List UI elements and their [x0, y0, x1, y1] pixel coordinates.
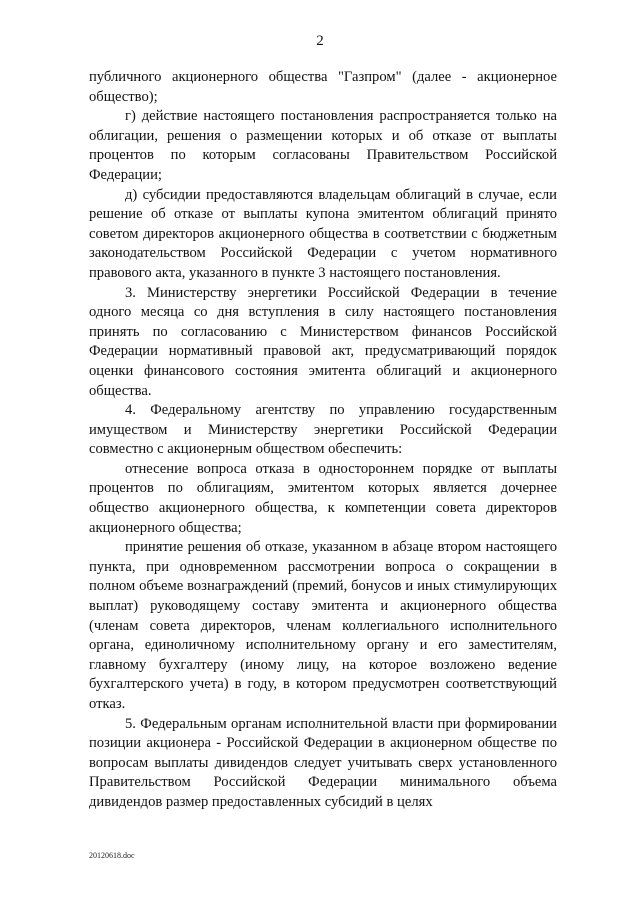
paragraph-continuation: публичного акционерного общества "Газпром" (далее - акционерное общество);	[89, 69, 557, 105]
document-body	[89, 68, 557, 813]
paragraph-clause-4: 4. Федеральному агентству по управлению государственным имуществом и Министерству энергетики Российской Федерации совместно с акционерным обществом обеспечить:	[89, 402, 557, 458]
paragraph-clause-4-item-2: принятие решения об отказе, указанном в абзаце втором настоящего пункта, при одновременном рассмотрении вопроса о сокращении в полном объеме вознаграждений (премий, бонусов и иных стимулирующих выплат) руководящему составу эмитента и акционерного общества (членам совета директоров, членам коллегиального исполнительного органа, единоличному исполнительному органу и его заместителям, главному бухгалтеру (иному лицу, на которое возложено ведение бухгалтерского учета) в году, в котором предусмотрен соответствующий отказ.	[89, 539, 557, 712]
paragraph-clause-3: 3. Министерству энергетики Российской Федерации в течение одного месяца со дня вступления в силу настоящего постановления принять по согласованию с Министерством финансов Российской Федерации нормативный правовой акт, предусматривающий порядок оценки финансового состояния эмитента облигаций и акционерного общества.	[89, 284, 557, 399]
page-number: 2	[316, 33, 324, 49]
paragraph-item-g: г) действие настоящего постановления распространяется только на облигации, решения о размещении которых и об отказе от выплаты процентов по которым согласованы Правительством Российской Федерации;	[89, 108, 557, 183]
footer-file-code: 20120618.doc	[89, 851, 135, 860]
paragraph-clause-5: 5. Федеральным органам исполнительной власти при формировании позиции акционера - Российской Федерации в акционерном обществе по вопросам выплаты дивидендов следует учитывать сверх установленного Правительством Российской Федерации минимального объема дивидендов размер предоставленных субсидий в целях	[89, 715, 557, 810]
paragraph-clause-4-item-1: отнесение вопроса отказа в одностороннем порядке от выплаты процентов по облигациям, эмитентом которых является дочернее общество акционерного общества, к компетенции совета директоров акционерного общества;	[89, 460, 557, 536]
paragraph-item-d: д) субсидии предоставляются владельцам облигаций в случае, если решение об отказе от выплаты купона эмитентом облигаций принято советом директоров акционерного общества в соответствии с бюджетным законодательством Российской Федерации с учетом нормативного правового акта, указанного в пункте 3 настоящего постановления.	[89, 186, 557, 281]
